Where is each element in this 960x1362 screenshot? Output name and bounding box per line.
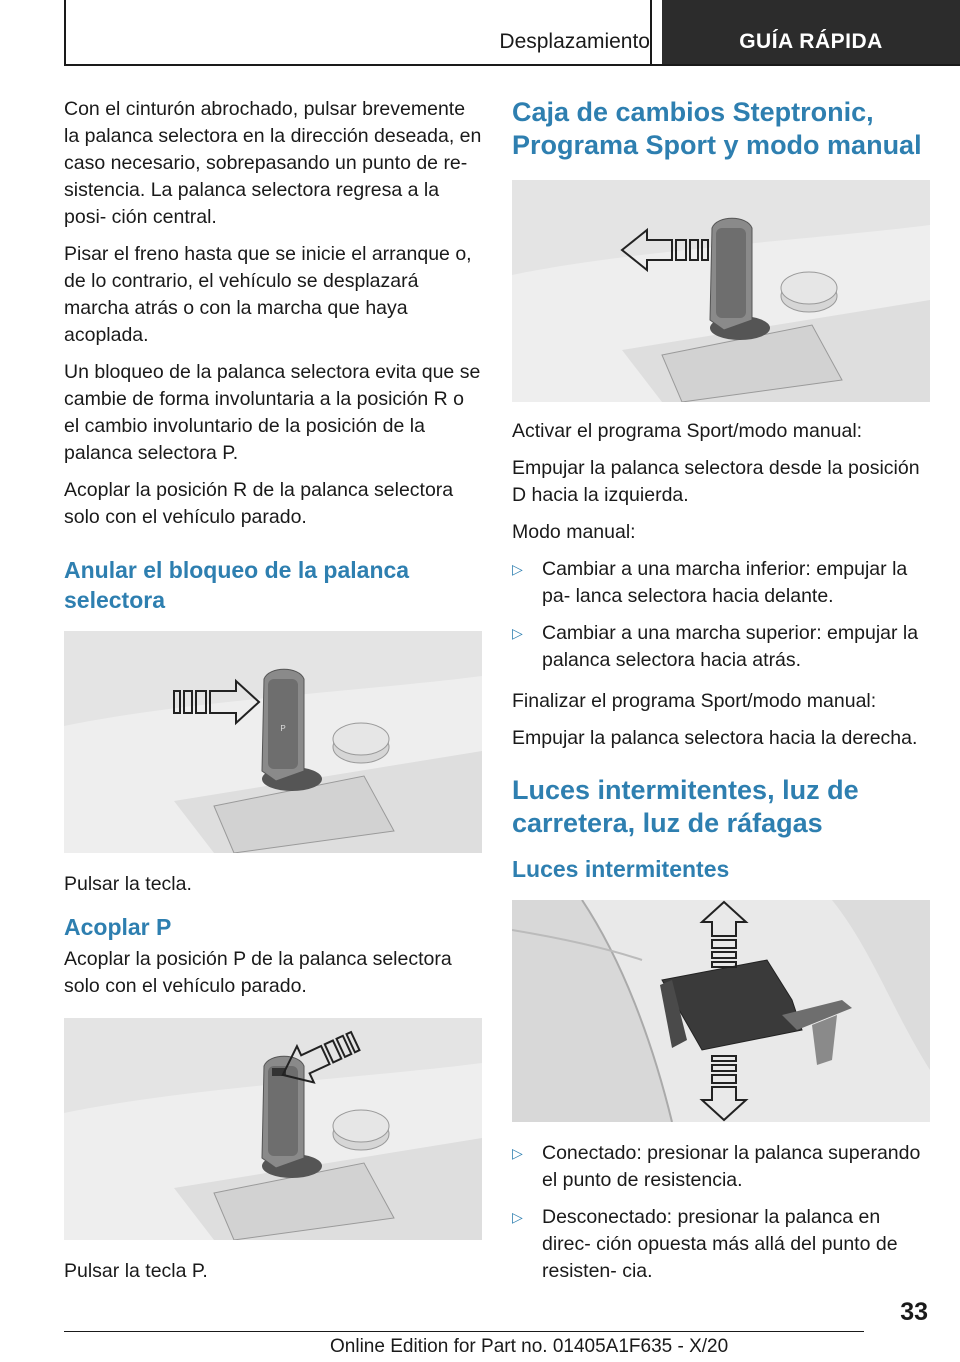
paragraph: Finalizar el programa Sport/modo manual: (512, 690, 877, 712)
figure-selector-lever-sport (512, 180, 930, 402)
figure-caption: Pulsar la tecla P. (64, 1260, 208, 1282)
page-number: 33 (900, 1298, 928, 1326)
section-heading-unlock: Anular el bloqueo de la palanca selectora (64, 557, 410, 613)
header-tab-quick-guide[interactable]: GUÍA RÁPIDA (662, 0, 960, 66)
section-heading-steptronic: Caja de cambios Steptronic, Programa Sport y modo manual (512, 97, 922, 160)
paragraph: Con el cinturón abrochado, pulsar brevemente la palanca selectora en la dirección deseada, en caso necesario, sobrepasando un punto de re‐ sistencia. La palanca selectora regresa a la posi‐ ción central. (64, 98, 482, 228)
list-item: ▷ Desconectado: presionar la palanca en direc‐ ción opuesta más allá del punto de resisten‐ cia. (512, 1206, 898, 1282)
footer-rule (64, 1331, 864, 1332)
header-divider-right (650, 0, 652, 66)
paragraph: Acoplar la posición P de la palanca selectora solo con el vehículo parado. (64, 948, 452, 997)
section-heading-lights: Luces intermitentes, luz de carretera, luz de ráfagas (512, 775, 859, 838)
figure-label-p: P (280, 724, 286, 733)
subsection-heading-turn-signals: Luces intermitentes (512, 856, 730, 882)
figure-selector-lever-park (64, 1018, 482, 1240)
triangle-bullet-icon: ▷ (512, 625, 523, 641)
figure-turn-signal-stalk (512, 900, 930, 1122)
manual-mode-list (512, 556, 930, 674)
paragraph: Pisar el freno hasta que se inicie el arranque o, de lo contrario, el vehículo se desplazará marcha atrás o con la marcha que haya acoplada. (64, 243, 472, 346)
header-section-title: Desplazamiento (499, 30, 650, 53)
triangle-bullet-icon: ▷ (512, 1145, 523, 1161)
paragraph: Un bloqueo de la palanca selectora evita que se cambie de forma involuntaria a la posición R o el cambio involuntario de la posición de la palanca selectora P. (64, 361, 481, 464)
paragraph: Acoplar la posición R de la palanca selectora solo con el vehículo parado. (64, 479, 454, 528)
triangle-bullet-icon: ▷ (512, 561, 523, 577)
page-header (0, 0, 960, 66)
list-item: ▷ Cambiar a una marcha superior: empujar la palanca selectora hacia atrás. (512, 622, 919, 671)
paragraph: Activar el programa Sport/modo manual: (512, 420, 863, 442)
triangle-bullet-icon: ▷ (512, 1209, 523, 1225)
left-column (64, 96, 482, 1295)
header-divider-left (64, 0, 66, 66)
right-column (512, 96, 930, 1299)
turn-signal-list (512, 1140, 930, 1285)
paragraph: Empujar la palanca selectora hacia la derecha. (512, 727, 918, 749)
paragraph: Modo manual: (512, 521, 636, 543)
figure-selector-lever-unlock (64, 631, 482, 853)
figure-caption: Pulsar la tecla. (64, 873, 192, 895)
section-heading-park: Acoplar P (64, 914, 172, 940)
paragraph: Empujar la palanca selectora desde la posición D hacia la izquierda. (512, 457, 920, 506)
list-item: ▷ Conectado: presionar la palanca superando el punto de resistencia. (512, 1142, 921, 1191)
footer-edition: Online Edition for Part no. 01405A1F635 - X/20 (330, 1336, 729, 1357)
list-item: ▷ Cambiar a una marcha inferior: empujar la pa‐ lanca selectora hacia delante. (512, 558, 908, 607)
header-rule (64, 64, 960, 66)
